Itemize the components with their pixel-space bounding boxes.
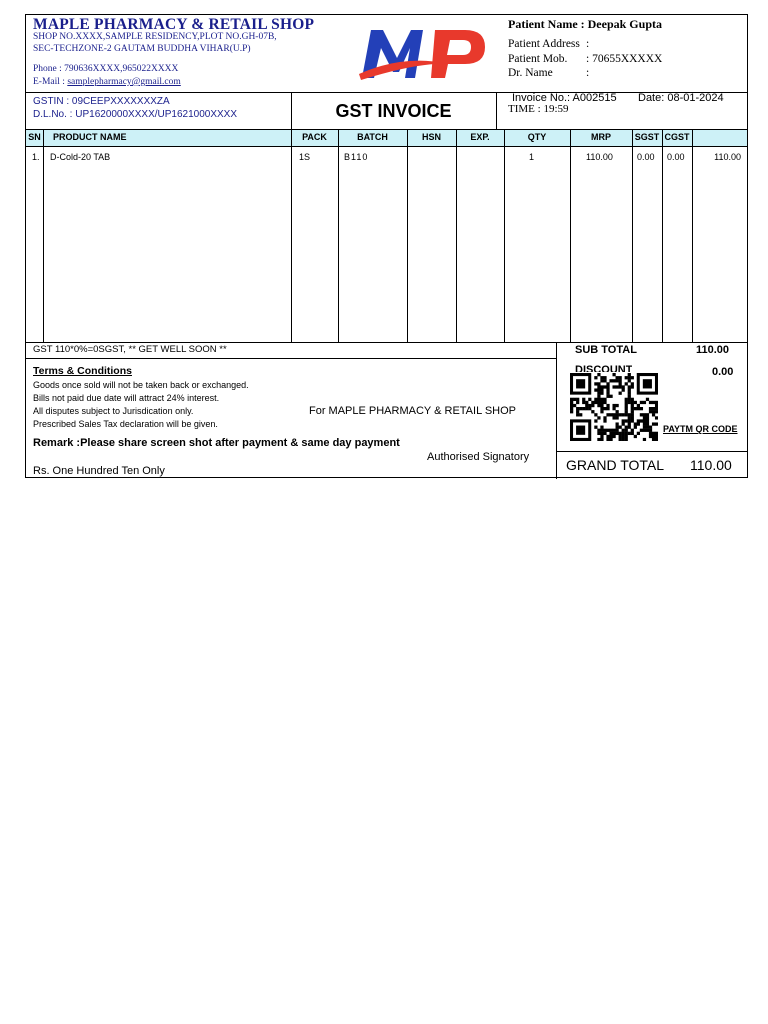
col-header-exp: EXP. [470,132,490,142]
terms-title: Terms & Conditions [33,365,132,377]
patient-address-label: Patient Address [508,38,580,50]
shop-email-row [33,77,181,87]
column-line [291,129,292,342]
col-header-product: PRODUCT NAME [53,132,127,142]
invoice [25,14,748,478]
invoice-title: GST INVOICE [335,101,452,121]
sub-total-label: SUB TOTAL [575,344,637,356]
grand-total-value: 110.00 [690,457,732,473]
authorised-signatory: Authorised Signatory [427,451,530,463]
divider [556,342,557,479]
term-item: Goods once sold will not be taken back or exchanged. [33,380,249,390]
col-header-pack: PACK [302,132,327,142]
column-line [338,129,339,342]
column-line [632,129,633,342]
column-line [570,129,571,342]
divider [26,146,747,147]
column-line [456,129,457,342]
invoice-number: Invoice No.: A002515 [512,92,617,104]
column-line [407,129,408,342]
shop-address-line-2: SEC-TECHZONE-2 GAUTAM BUDDHA VIHAR(U.P) [33,44,251,54]
row-pack: 1S [299,152,311,162]
discount-label: DISCOUNT [575,364,633,372]
col-header-hsn: HSN [421,132,441,142]
gst-note: GST 110*0%=0SGST, ** GET WELL SOON ** [33,344,227,355]
dr-name-colon: : [586,67,590,79]
column-line [43,129,44,342]
invoice-time: TIME : 19:59 [508,103,569,115]
for-shop-label: For MAPLE PHARMACY & RETAIL SHOP [309,405,517,417]
divider [26,358,556,359]
shop-name: MAPLE PHARMACY & RETAIL SHOP [33,16,315,33]
paytm-qr-label: PAYTM QR CODE [663,424,738,434]
mp-logo-graphic [359,22,489,82]
column-line [504,129,505,342]
shop-address-line-1: SHOP NO.XXXX,SAMPLE RESIDENCY,PLOT NO.GH-07B, [33,32,277,42]
dl-number: D.L.No. : UP1620000XXXX/UP1621000XXXX [33,109,238,120]
remark: Remark :Please share screen shot after payment & same day payment [33,437,400,449]
col-header-batch: BATCH [357,132,388,142]
email-label: E-Mail : [33,77,68,87]
invoice-date: Date: 08-01-2024 [638,92,724,104]
row-sgst: 0.00 [637,152,655,162]
row-batch: B110 [344,152,369,162]
row-cgst: 0.00 [667,152,685,162]
gstin: GSTIN : 09CEEPXXXXXXXZA [33,96,170,107]
col-header-cgst: CGST [664,132,690,142]
amount-in-words: Rs. One Hundred Ten Only [33,465,165,477]
qr-code-graphic [570,373,658,441]
shop-logo [359,22,489,82]
row-qty: 1 [529,152,535,162]
col-header-qty: QTY [527,132,547,142]
row-amount: 110.00 [714,152,741,162]
email-link[interactable]: samplepharmacy@gmail.com [67,77,181,87]
col-header-sgst: SGST [634,132,660,142]
shop-phone: Phone : 790636XXXX,965022XXXX [33,64,179,74]
col-header-mrp: MRP [591,132,611,142]
term-item: Prescribed Sales Tax declaration will be given. [33,419,218,429]
patient-mob-value: : 70655XXXXX [586,53,663,65]
divider [496,92,497,129]
paytm-qr-code[interactable] [570,373,658,441]
sub-total-value: 110.00 [696,344,730,356]
row-sn: 1. [32,152,40,162]
dr-name-label: Dr. Name [508,67,553,79]
term-item: All disputes subject to Jurisdication only. [33,406,194,416]
row-mrp: 110.00 [586,152,613,162]
term-item: Bills not paid due date will attract 24% interest. [33,393,220,403]
column-line [662,129,663,342]
patient-address-colon: : [586,38,590,50]
divider [556,451,747,452]
row-product: D-Cold-20 TAB [50,152,111,162]
col-header-sn: SN [28,132,41,142]
divider [26,342,747,343]
patient-mob-label: Patient Mob. [508,53,568,65]
discount-value: 0.00 [712,366,734,378]
grand-total-label: GRAND TOTAL [566,457,665,473]
patient-name: Patient Name : Deepak Gupta [508,17,662,31]
